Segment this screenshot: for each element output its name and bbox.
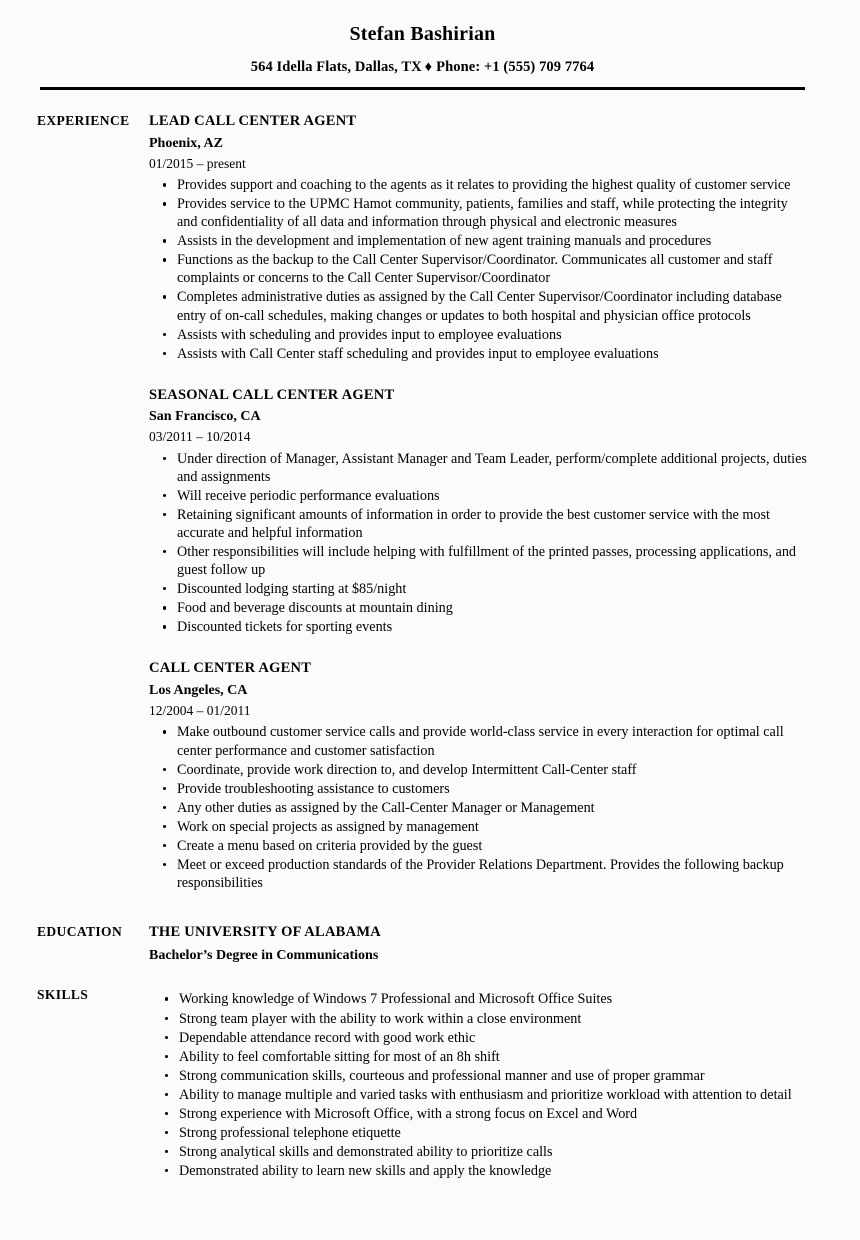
job-bullet: Discounted lodging starting at $85/night <box>149 579 808 598</box>
job-title: LEAD CALL CENTER AGENT <box>149 113 357 129</box>
job-bullet: Food and beverage discounts at mountain dining <box>149 598 808 617</box>
job-location: San Francisco, CA <box>149 409 261 425</box>
job-entry <box>149 636 808 892</box>
skill-bullet: Demonstrated ability to learn new skills and apply the knowledge <box>149 1161 808 1180</box>
section-label-education: EDUCATION <box>37 923 123 939</box>
job-bullet: Meet or exceed production standards of the Provider Relations Department. Provides the following backup responsibilities <box>149 855 808 892</box>
job-bullet: Assists with scheduling and provides input to employee evaluations <box>149 325 808 344</box>
contact-phone: Phone: +1 (555) 709 7764 <box>436 59 595 75</box>
job-bullet: Discounted tickets for sporting events <box>149 617 808 636</box>
skill-bullet: Working knowledge of Windows 7 Professional and Microsoft Office Suites <box>149 989 808 1008</box>
job-bullet-list <box>149 446 808 636</box>
job-bullet: Provides support and coaching to the agents as it relates to providing the highest quality of customer service <box>149 175 808 194</box>
skill-bullet: Ability to feel comfortable sitting for most of an 8h shift <box>149 1047 808 1066</box>
job-bullet: Any other duties as assigned by the Call-Center Manager or Management <box>149 798 808 817</box>
skill-bullet: Dependable attendance record with good work ethic <box>149 1028 808 1047</box>
job-bullet: Provides service to the UPMC Hamot community, patients, families and staff, while protecting the integrity and confidentiality of all data and information through physical and electronic measures <box>149 194 808 231</box>
job-bullet-list <box>149 172 808 362</box>
skill-bullet: Strong analytical skills and demonstrated ability to prioritize calls <box>149 1142 808 1161</box>
education-section <box>37 892 808 966</box>
job-bullet: Retaining significant amounts of information in order to provide the best customer service with the most accurate and helpful information <box>149 505 808 542</box>
skill-bullet: Strong team player with the ability to work within a close environment <box>149 1009 808 1028</box>
job-bullet: Make outbound customer service calls and provide world-class service in every interaction for optimal call center performance and customer satisfaction <box>149 722 808 759</box>
section-label-experience: EXPERIENCE <box>37 113 130 128</box>
job-title: SEASONAL CALL CENTER AGENT <box>149 386 395 403</box>
education-entries <box>149 923 808 966</box>
degree-name: Bachelor’s Degree in Communications <box>149 947 379 963</box>
skill-bullet: Strong professional telephone etiquette <box>149 1123 808 1142</box>
job-entry <box>149 112 808 363</box>
job-bullet: Work on special projects as assigned by management <box>149 817 808 836</box>
job-bullet: Will receive periodic performance evaluations <box>149 486 808 505</box>
job-bullet: Create a menu based on criteria provided by the guest <box>149 836 808 855</box>
skill-bullet: Strong communication skills, courteous and professional manner and use of proper grammar <box>149 1066 808 1085</box>
job-entry <box>149 363 808 637</box>
candidate-name: Stefan Bashirian <box>349 23 496 45</box>
job-title: CALL CENTER AGENT <box>149 660 312 677</box>
job-bullet: Completes administrative duties as assigned by the Call Center Supervisor/Coordinator including database entry of on-call schedules, making changes or updates to both hospital and physician office protocols <box>149 287 808 324</box>
job-location: Phoenix, AZ <box>149 135 223 151</box>
skills-entries <box>149 986 808 1179</box>
contact-line <box>37 47 808 76</box>
resume-header <box>37 18 808 90</box>
experience-entries <box>149 112 808 892</box>
diamond-separator-icon: ♦ <box>424 59 433 75</box>
job-bullet: Assists with Call Center staff scheduling and provides input to employee evaluations <box>149 344 808 363</box>
school-name: THE UNIVERSITY OF ALABAMA <box>149 923 381 940</box>
job-bullet: Assists in the development and implementation of new agent training manuals and procedures <box>149 231 808 250</box>
job-bullet: Other responsibilities will include helping with fulfillment of the printed passes, processing applications, and guest follow up <box>149 542 808 579</box>
job-bullet: Under direction of Manager, Assistant Manager and Team Leader, perform/complete additional projects, duties and assignments <box>149 449 808 486</box>
job-location: Los Angeles, CA <box>149 683 248 699</box>
experience-section <box>37 90 808 892</box>
job-dates: 01/2015 – present <box>149 155 246 171</box>
contact-address: 564 Idella Flats, Dallas, TX <box>250 59 422 75</box>
job-dates: 12/2004 – 01/2011 <box>149 702 251 718</box>
job-bullet: Provide troubleshooting assistance to customers <box>149 779 808 798</box>
job-bullet-list <box>149 719 808 891</box>
skills-bullet-list <box>149 986 808 1179</box>
job-bullet: Functions as the backup to the Call Center Supervisor/Coordinator. Communicates all customer and staff complaints or concerns to the Call Center Supervisor/Coordinator <box>149 250 808 287</box>
skill-bullet: Strong experience with Microsoft Office, with a strong focus on Excel and Word <box>149 1104 808 1123</box>
skills-section <box>37 965 808 1179</box>
section-label-skills: SKILLS <box>37 987 89 1003</box>
skill-bullet: Ability to manage multiple and varied tasks with enthusiasm and prioritize workload with attention to detail <box>149 1085 808 1104</box>
job-bullet: Coordinate, provide work direction to, and develop Intermittent Call-Center staff <box>149 760 808 779</box>
job-dates: 03/2011 – 10/2014 <box>149 429 251 445</box>
